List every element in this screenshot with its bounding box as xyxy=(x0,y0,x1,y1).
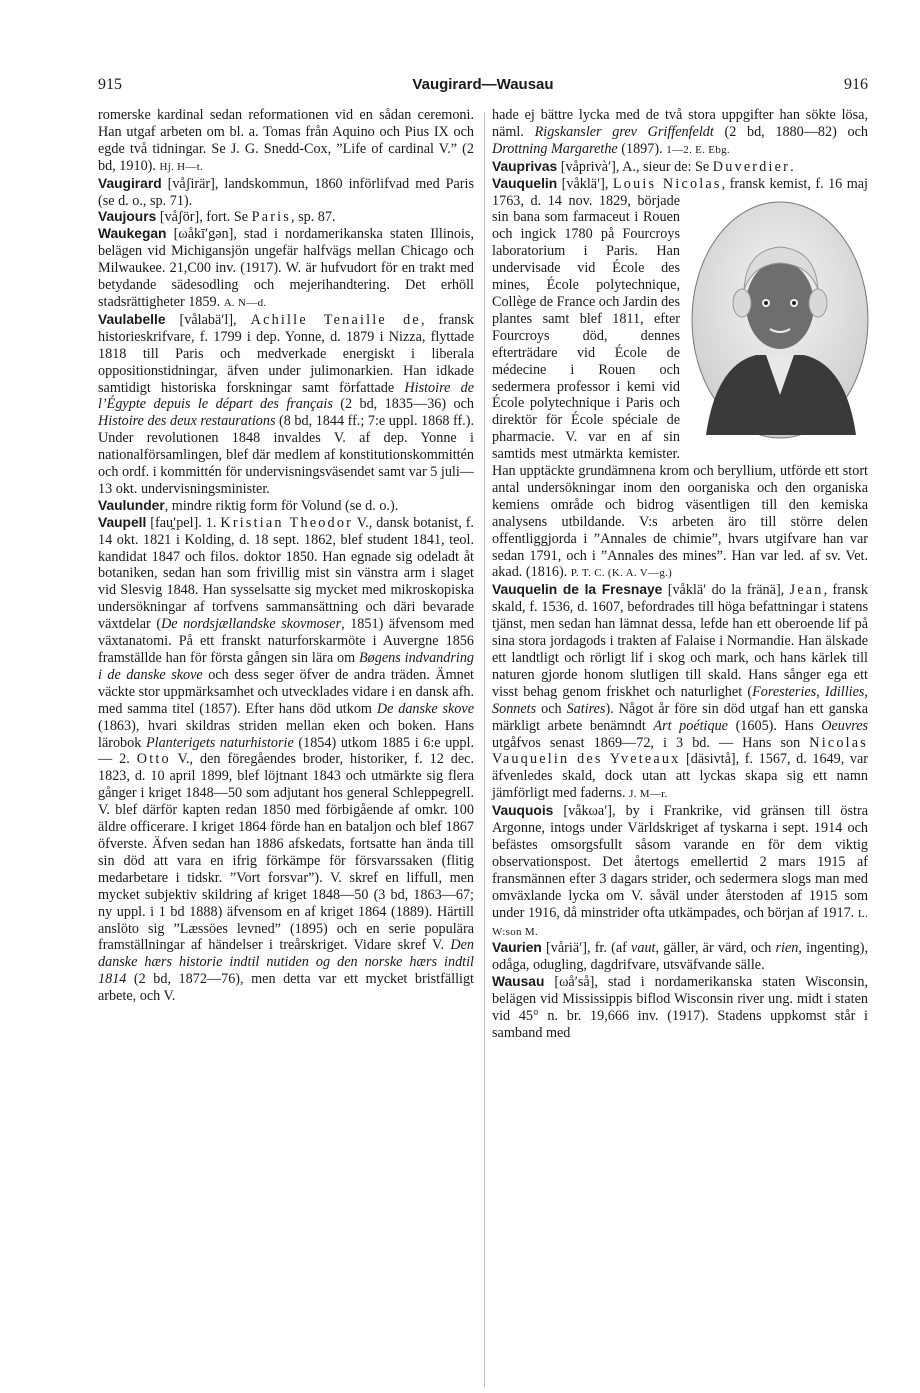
author-signature: Hj. H—t. xyxy=(159,160,204,173)
entry-vauquelin: Vauquelin [våklä′], Louis Nicolas , fransk kemist, f. 16 maj 1763, d. 14 nov. 1829, började sin bana som farmaceut i Rouen och ingick 1780 på Fourcroys laboratorium i Paris. Han undervisade vid École des mines, École polytechnique, Collège de France och Jardin des plantes samt blef 1811, efter Fourcroys död, dennes efterträdare vid École de médecine i Rouen och sedermera professor i kemi vid École polytechnique i Paris och direktör för École spéciale de pharmacie. V. var en af sin samtids mest utmärkta kemister. Han upptäckte grundämnena krom och beryllium, utförde ett stort antal undersökningar inom den oorganiska och den organiska kemiens område och bidrog väsentligen till den kemiska analysens utbildande. V:s arbeten äro till större delen offentliggjorda i ”Annales de chimie”, hvars utgifvare han var sedan 1791, och i ”Annales des mines”. Han var led. af sv. Vet. akad. (1816). P. T. C. (K. A. V—g.) xyxy=(492,176,868,583)
headword: Vaulabelle xyxy=(98,311,166,327)
headword: Vauprivas xyxy=(492,158,558,174)
right-column xyxy=(492,107,868,1042)
portrait-image xyxy=(686,195,874,445)
author-signature: P. T. C. (K. A. V—g.) xyxy=(570,567,673,580)
author-signature: A. N—d. xyxy=(223,296,267,309)
headword: Vauquelin xyxy=(492,175,558,191)
entry-continuation: hade ej bättre lycka med de två stora uppgifter han sökte lösa, näml. Rigskansler grev Griffenfeldt (2 bd, 1880—82) och Drottning Margarethe (1897). 1—2. E. Ebg. xyxy=(492,107,869,157)
headword: Vaupell xyxy=(98,514,147,530)
author-signature: J. M—r. xyxy=(629,788,668,801)
entry-vaugirard: Vaugirard [våʃirär], landskommun, 1860 införlifvad med Paris (se d. o., sp. 71). xyxy=(98,175,474,209)
entry-vauquois: Vauquois [våkωa′], by i Frankrike, vid gränsen till östra Argonne, intogs under Världskriget af tyskarna i sept. 1914 och befästes omsorgsfullt såsom varande en för dem viktig observationspost. Det återtogs emellertid 2 mars 1915 af fransmännen efter 3 dagars strider, och sedermera slogs man med omväxlande lycka om V. såväl under återstoden af 1915 som under 1916, då minstrider ofta utkämpades, och början af 1917. L. W:son M. xyxy=(492,803,868,938)
entry-wausau: Wausau [ωå′så], stad i nordamerikanska staten Wisconsin, belägen vid Mississippis biflod Wisconsin river ung. midt i staten vid 45° n. br. 19,666 inv. (1917). Stadens uppkomst står i samband med xyxy=(492,974,868,1041)
headword: Vaulunder xyxy=(98,497,165,513)
author-signature: 1—2. E. Ebg. xyxy=(666,143,730,156)
entry-vauquelin-de-la-fresnaye: Vauquelin de la Fresnaye [våklä′ do la fränä], Jean, fransk skald, f. 1536, d. 1607, befordrades till höga befattningar i statens tjänst, men sedan han lämnat dessa, lefde han ett oberoende lif på sina stora jordagods i trakten af Falaise i Normandie. Han älskade ett landtligt och rörligt lif i skog och mark, och hans kärlek till naturen gjorde honom slutligen till skald. Hans sånger ega ett visst behag genom friskhet och naturlighet (Foresteries, Idillies, Sonnets och Satires). Något år före sin död utgaf han ett ganska märkligt arbete benämndt Art poétique (1605). Hans Oeuvres utgåfvos senast 1869—72, i 3 bd. — Hans son Nicolas Vauquelin des Yveteaux [däsivtå], f. 1567, d. 1649, var äfvenledes skald, dock utan att lyckas skapa sig ett namn jämförligt med faderns. J. M—r. xyxy=(492,582,869,802)
headword: Vauquois xyxy=(492,803,554,819)
running-title: Vaugirard—Wausau xyxy=(412,76,554,93)
headword: Vauquelin de la Fresnaye xyxy=(492,582,663,598)
headword: Vaujours xyxy=(98,209,157,225)
entry-vaurien: Vaurien [våriä′], fr. (af vaut, gäller, är värd, och rien, ingenting), odåga, odugling, dagdrifvare, utsväfvande sälle. xyxy=(492,940,868,974)
page-number-left: 915 xyxy=(98,76,122,93)
page-number-right: 916 xyxy=(844,76,868,93)
headword: Waukegan xyxy=(98,226,167,242)
entry-waukegan: Waukegan [ωåkī′gən], stad i nordamerikanska staten Illinois, belägen vid Michigansjön ungefär halfvägs mellan Chicago och Milwaukee. 21,C00 inv. (1917). W. är hufvudort för en trakt med betydande sädesodling och mejerihandtering. Det erhöll stadsrättigheter 1859. A. N—d. xyxy=(98,226,474,310)
headword: Wausau xyxy=(492,974,545,990)
page-header xyxy=(98,76,868,98)
left-column xyxy=(98,107,474,1005)
portrait-engraving-icon xyxy=(686,195,874,445)
entry-vaujours: Vaujours [våʃör], fort. Se Paris, sp. 87. xyxy=(98,209,336,226)
column-divider xyxy=(484,112,485,1387)
entry-vauprivas: Vauprivas [våprivà′], A., sieur de: Se Duverdier. xyxy=(492,158,794,175)
entry-continuation: romerske kardinal sedan reformationen vid en sådan ceremoni. Han utgaf arbeten om bl. a. Tomas från Aquino och Pius IX och egde två tidningar. Se J. G. Snedd-Cox, ”Life of cardinal V.” (2 bd, 1910). Hj. H—t. xyxy=(98,107,474,174)
entry-vaulunder: Vaulunder, mindre riktig form för Volund (se d. o.). xyxy=(98,497,399,514)
entry-vaulabelle: Vaulabelle [vålabä′l], Achille Tenaille de, fransk historieskrifvare, f. 1799 i dep. Yonne, d. 1879 i Nizza, flyttade 1818 till Paris och medverkade energiskt i liberala oppositionstidningar, äfven under julimonarkien. Han idkade samtidigt historiska forskningar samt författade Histoire de l’Égypte depuis le départ des français (2 bd, 1835—36) och Histoire des deux restaurations (8 bd, 1844 ff.; 7:e uppl. 1868 ff.). Under revolutionen 1848 invaldes V. af dep. Yonne i nationalförsamlingen, blef där medlem af konstitutionskommittén och ordf. i kommittén för undervisningsväsendet samt var 5 juli—13 okt. undervisningsminister. xyxy=(98,311,474,497)
headword: Vaugirard xyxy=(98,175,162,191)
entry-vaupell: Vaupell [fau̯′pel]. 1. Kristian Theodor V., dansk botanist, f. 14 okt. 1821 i Kolding, d. 18 sept. 1862, blef student 1841, teol. kandidat 1847 och filos. doktor 1850. Han egnade sig odeladt åt botaniken, sedan han som frivillig mist sin vänstra arm i slaget vid Slesvig 1848. Han sysselsatte sig mycket med mikroskopiska undersökningar af torfvens sammansättning och däri bevarade växtdelar (De nordsjællandske skovmoser, 1851) äfvensom med växtanatomi. På ett franskt naturforskarmöte i Auvergne 1856 framställde han för första gången sin lära om Bøgens indvandring i de danske skove och dess seger öfver de andra träden. Ämnet väckte stor uppmärksamhet och utvecklades vidare i en dansk afh. med samma titel (1857). Efter hans död utkom De danske skove (1863), hvari skildras striden mellan eken och boken. Hans lärobok Planterigets naturhistorie (1854) utkom 1885 i 6:e uppl. — 2. Otto V., den föregåendes broder, historiker, f. 12 dec. 1823, d. 10 april 1899, blef löjtnant 1843 och utmärkte sig flera gånger i kriget 1848—50 som adjutant hos general Schleppegrell. V. blef därför kapten redan 1850 med förbigående af omkr. 100 äldre officerare. I kriget 1864 förde han en bataljon och blef 1867 öfverste. Äfven sedan han 1886 afskedats, fortsatte han ända till sin död att vara en ifrig förkämpe för försvarssaken (flitig medarbetare i tidskr. ”Vort forsvar”). V. skref en liffull, men mycket subjektiv skildring af kriget 1848—50 (3 bd, 1863—67; ny uppl. i 1 bd 1888) äfvensom en af kriget 1864 (1889). Härtill anslöto sig ”Læssöes levned” (1895) och en serie populära framställningar af händelser i treårskriget. Vidare skref V. Den danske hærs historie indtil nutiden og den norske hærs indtil 1814 (2 bd, 1872—76), men detta var ett mycket bristfälligt arbete, och V. xyxy=(98,514,475,1005)
author-signature: L. W:son M. xyxy=(492,907,868,938)
headword: Vaurien xyxy=(492,940,542,956)
